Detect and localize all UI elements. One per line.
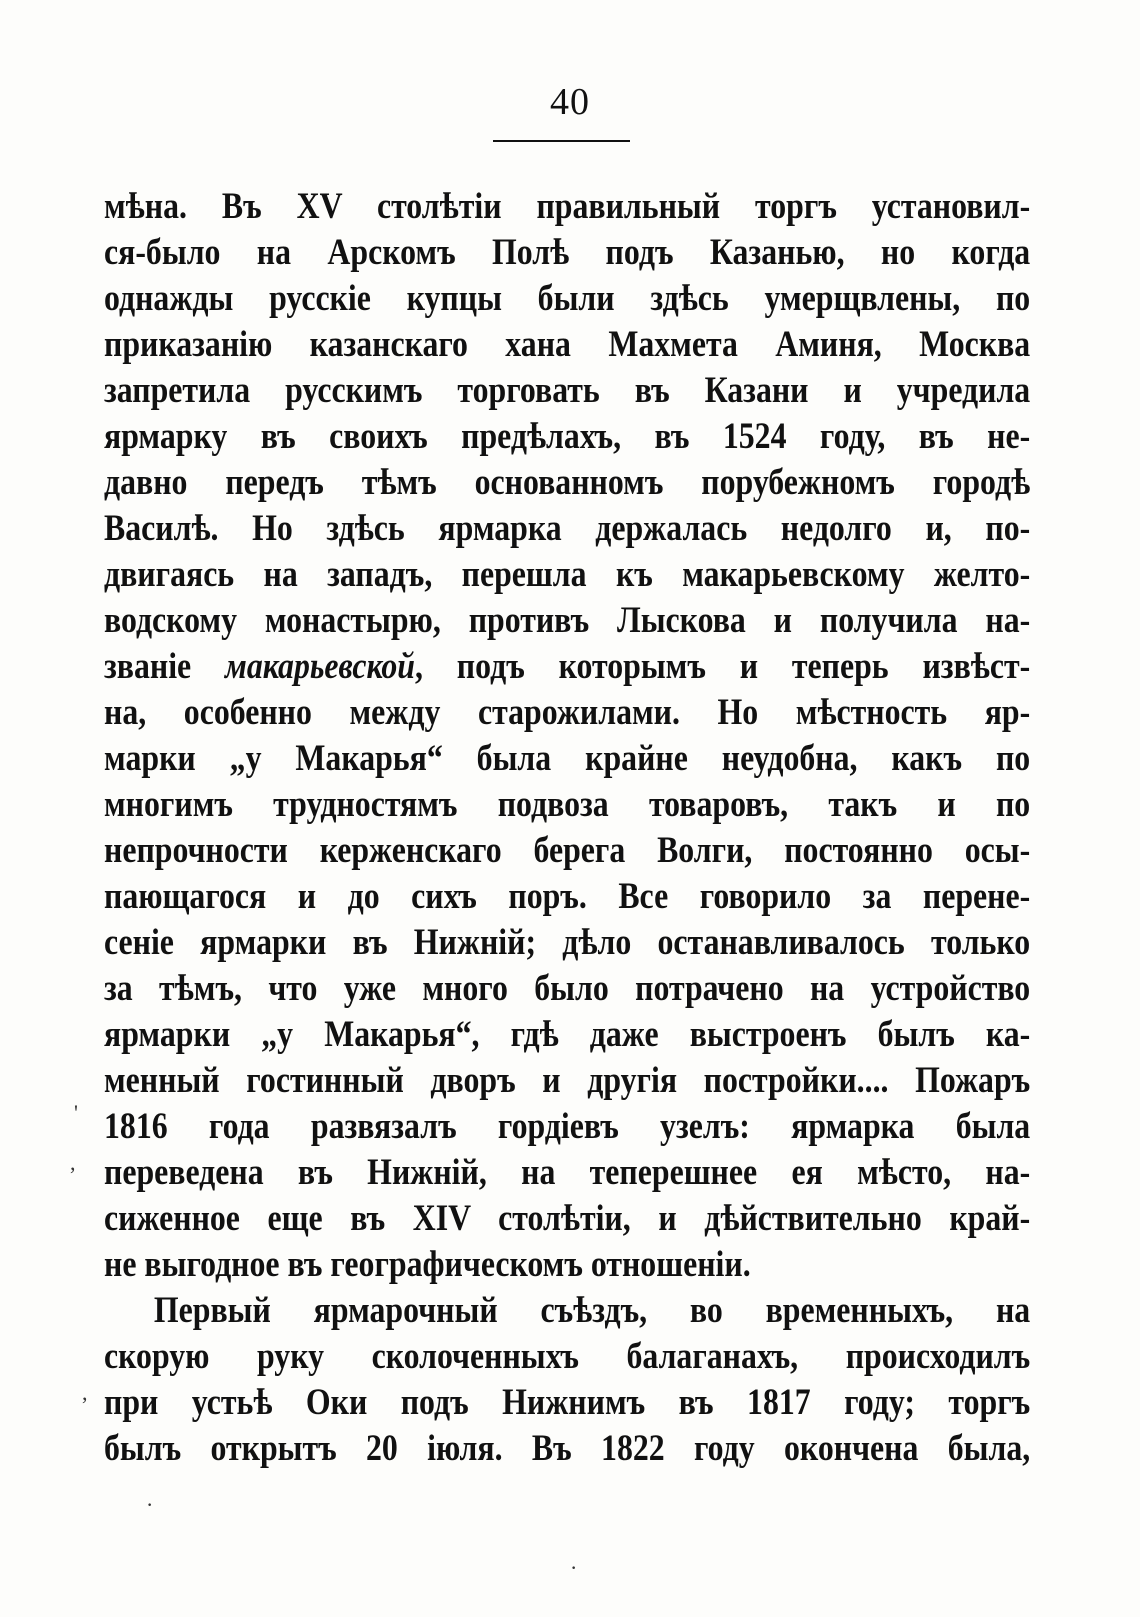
text-line: Первый ярмарочный съѣздъ, во временныхъ, на (153, 1290, 1031, 1331)
text-line: при устьѣ Оки подъ Нижнимъ въ 1817 году; торгъ (104, 1382, 1031, 1423)
body-text (104, 184, 1030, 1472)
text-line: непрочности керженскаго берега Волги, постоянно осы- (104, 830, 1031, 871)
text-line: пающагося и до сихъ поръ. Все говорило за перене- (104, 876, 1031, 917)
text-line: скорую руку сколоченныхъ балаганахъ, происходилъ (104, 1336, 1031, 1377)
margin-mark: · (146, 1492, 154, 1517)
text-line: 1816 года развязалъ гордіевъ узелъ: ярмарка была (104, 1106, 1031, 1147)
text-line: марки „у Макарья“ была крайне неудобна, какъ по (104, 738, 1031, 779)
text-line: многимъ трудностямъ подвоза товаровъ, такъ и по (104, 784, 1031, 825)
text-line: былъ открытъ 20 іюля. Въ 1822 году окончена была, (104, 1428, 1031, 1469)
text-segment: званіе (104, 646, 226, 687)
text-line: ярмарку въ своихъ предѣлахъ, въ 1524 году, въ не- (104, 416, 1031, 457)
text-line: за тѣмъ, что уже много было потрачено на устройство (104, 968, 1031, 1009)
text-line: мѣна. Въ XV столѣтіи правильный торгъ установил- (104, 186, 1031, 227)
page-number-rule (493, 140, 630, 142)
text-line: на, особенно между старожилами. Но мѣстность яр- (104, 692, 1031, 733)
italic-term: макарьевской (225, 646, 415, 687)
text-line: однажды русскіе купцы были здѣсь умерщвлены, по (104, 278, 1031, 319)
text-line: запретила русскимъ торговать въ Казани и учредила (104, 370, 1031, 411)
text-segment: , подъ которымъ и теперь извѣст- (414, 646, 1031, 687)
margin-mark: , (70, 1150, 76, 1175)
text-line: Василѣ. Но здѣсь ярмарка держалась недолго и, по- (104, 508, 1031, 549)
text-line-with-italic (104, 644, 1030, 690)
text-line: ярмарки „у Макарья“, гдѣ даже выстроенъ былъ ка- (104, 1014, 1031, 1055)
margin-mark: , (82, 1380, 88, 1405)
text-line: переведена въ Нижній, на теперешнее ея мѣсто, на- (104, 1152, 1031, 1193)
text-line: ся-было на Арскомъ Полѣ подъ Казанью, но когда (104, 232, 1031, 273)
text-line: сеніе ярмарки въ Нижній; дѣло останавливалось только (104, 922, 1031, 963)
text-line: давно передъ тѣмъ основанномъ порубежномъ городѣ (104, 462, 1031, 503)
text-line: не выгодное въ географическомъ отношеніи. (104, 1244, 751, 1285)
text-line: водскому монастырю, противъ Лыскова и получила на- (104, 600, 1031, 641)
text-line: двигаясь на западъ, перешла къ макарьевскому желто- (104, 554, 1031, 595)
text-line: приказанію казанскаго хана Махмета Аминя, Москва (104, 324, 1031, 365)
margin-mark: · (570, 1555, 578, 1580)
page-number: 40 (550, 81, 590, 123)
text-line: менный гостинный дворъ и другія постройки.... Пожаръ (104, 1060, 1031, 1101)
text-line: сиженное еще въ XIV столѣтіи, и дѣйствительно край- (104, 1198, 1031, 1239)
margin-mark: ' (74, 1100, 78, 1125)
